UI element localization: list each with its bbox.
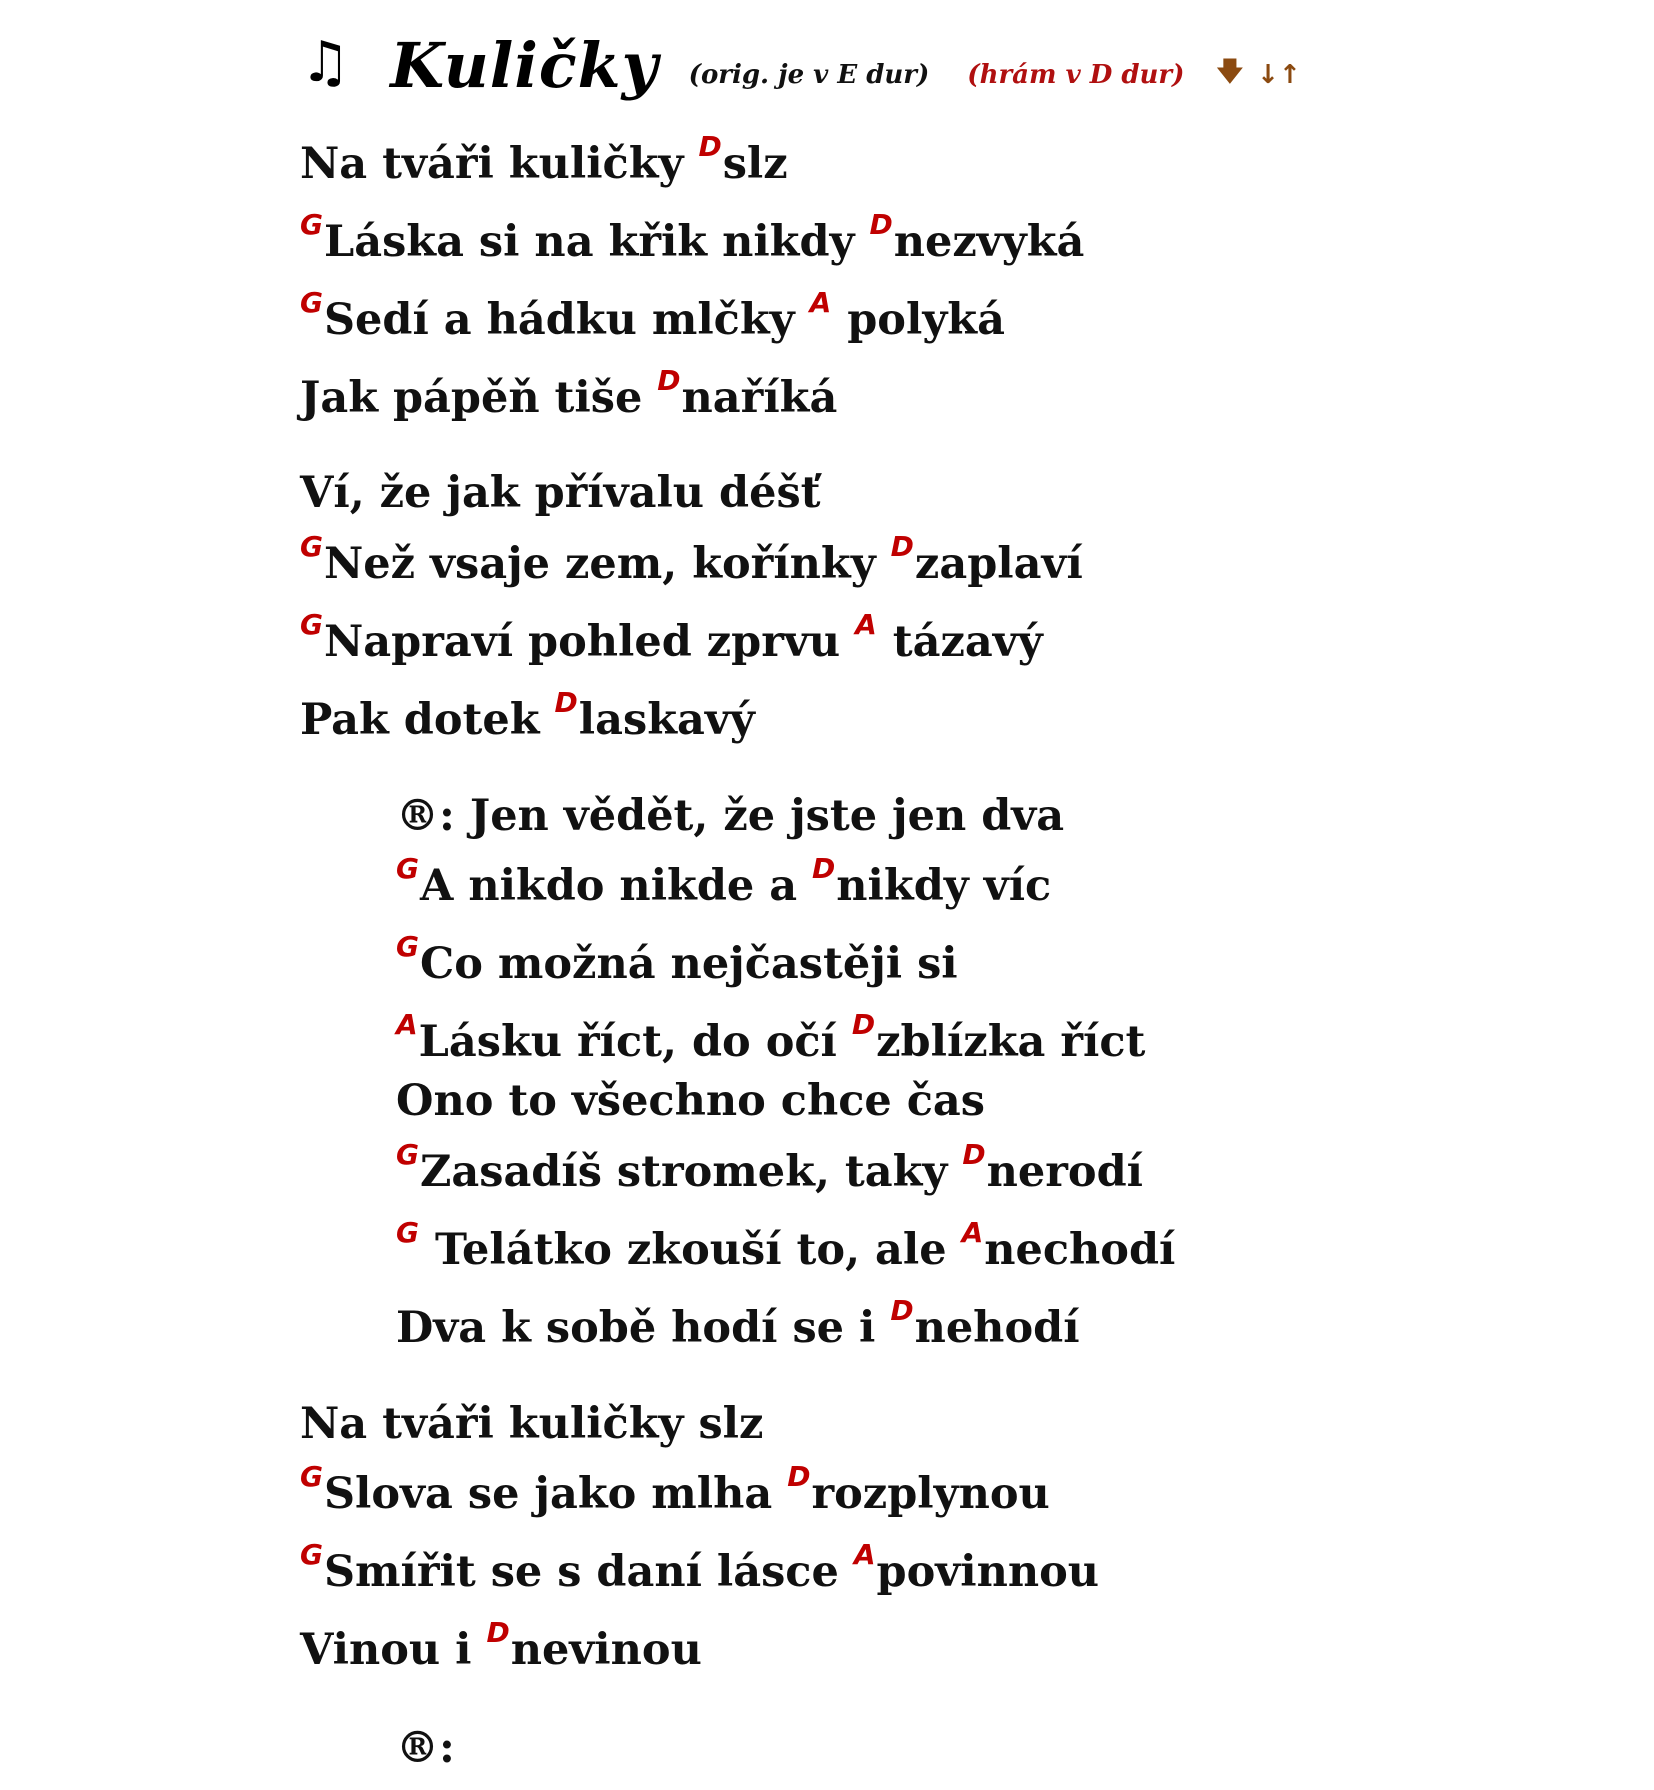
chord: D — [812, 852, 836, 885]
chorus-text: nechodí — [984, 1225, 1176, 1275]
chorus-line — [396, 1008, 1146, 1067]
chord: D — [554, 686, 578, 719]
chord: G — [300, 1460, 323, 1493]
chorus-text: nikdy víc — [836, 861, 1052, 911]
chorus-reference-text: ®: — [396, 1723, 455, 1773]
chord: A — [855, 608, 877, 641]
lyric-line — [300, 1538, 1100, 1597]
lyric-text: naříká — [681, 373, 838, 423]
original-key: (orig. je v E dur) — [688, 60, 930, 90]
chord: G — [396, 1216, 419, 1249]
chord: D — [698, 130, 722, 163]
lyric-text: Vinou i — [300, 1625, 487, 1675]
lyric-line — [300, 1616, 702, 1675]
chord: G — [396, 852, 419, 885]
chorus-text: Ono to všechno chce čas — [396, 1076, 986, 1126]
chord: D — [869, 208, 893, 241]
chord: G — [300, 608, 323, 641]
lyric-text: Ví, že jak přívalu déšť — [300, 468, 821, 518]
lyric-text: Slova se jako mlha — [323, 1469, 788, 1519]
lyric-line — [300, 530, 1083, 589]
chorus-text: ®: Jen vědět, že jste jen dva — [396, 791, 1065, 841]
chorus-line — [396, 1138, 1143, 1197]
chorus-text: Dva k sobě hodí se i — [396, 1303, 891, 1353]
lyric-text: povinnou — [876, 1547, 1100, 1597]
chorus-text: zblízka říct — [876, 1017, 1146, 1067]
chorus-line — [396, 791, 1065, 841]
lyric-text: nezvyká — [893, 217, 1085, 267]
chord: D — [962, 1138, 986, 1171]
chord: D — [787, 1460, 811, 1493]
chorus-text: nehodí — [914, 1303, 1080, 1353]
arrow-down-up-icon[interactable]: ↓↑ — [1257, 60, 1301, 90]
chorus-text: Lásku říct, do očí — [418, 1017, 852, 1067]
chord: D — [851, 1008, 876, 1041]
lyric-line — [300, 286, 1005, 345]
lyric-line — [300, 468, 821, 518]
lyric-text: polyká — [832, 295, 1005, 345]
chorus-text: Zasadíš stromek, taky — [419, 1147, 963, 1197]
lyric-text: laskavý — [578, 695, 755, 745]
lyric-text: tázavý — [877, 617, 1043, 667]
chord: A — [853, 1538, 876, 1571]
lyric-text: Smířit se s daní lásce — [323, 1547, 854, 1597]
lyric-line — [300, 1399, 764, 1449]
chorus-line — [396, 930, 958, 989]
lyric-text: slz — [722, 139, 788, 189]
lyric-text: Na tváři kuličky slz — [300, 1399, 764, 1449]
chord: A — [809, 286, 832, 319]
lyric-text: Sedí a hádku mlčky — [323, 295, 810, 345]
chord: G — [300, 1538, 323, 1571]
transpose-controls — [1216, 53, 1300, 97]
chorus-text: nerodí — [986, 1147, 1143, 1197]
chorus-text: Co možná nejčastěji si — [419, 939, 958, 989]
song-header — [300, 20, 1301, 110]
chorus-reference — [396, 1723, 455, 1773]
lyric-text: Jak pápěň tiše — [300, 373, 658, 423]
chord: G — [300, 286, 323, 319]
chord: A — [961, 1216, 984, 1249]
lyric-text: nevinou — [510, 1625, 702, 1675]
chord: D — [890, 530, 914, 563]
chorus-line — [396, 1076, 986, 1126]
lyric-line — [300, 130, 788, 189]
chord: D — [657, 364, 681, 397]
lyric-text: Pak dotek — [300, 695, 555, 745]
lyric-line — [300, 686, 755, 745]
lyric-text: rozplynou — [811, 1469, 1050, 1519]
playing-key: (hrám v D dur) — [967, 60, 1185, 90]
chord: G — [300, 530, 323, 563]
chord: A — [396, 1008, 418, 1041]
chord: D — [890, 1294, 914, 1327]
lyric-line — [300, 208, 1085, 267]
song-title: Kuličky — [390, 28, 659, 102]
chorus-text: A nikdo nikde a — [419, 861, 813, 911]
lyric-text: Napraví pohled zprvu — [323, 617, 856, 667]
chorus-text: Telátko zkouší to, ale — [419, 1225, 962, 1275]
chord: G — [396, 930, 419, 963]
lyric-text: Na tváři kuličky — [300, 139, 699, 189]
lyric-text: Než vsaje zem, kořínky — [323, 539, 891, 589]
lyric-text: zaplaví — [914, 539, 1083, 589]
chord: G — [300, 208, 323, 241]
lyric-line — [300, 608, 1043, 667]
chorus-line — [396, 852, 1052, 911]
lyric-text: Láska si na křik nikdy — [323, 217, 870, 267]
chord: D — [486, 1616, 510, 1649]
chorus-line — [396, 1216, 1176, 1275]
chord: G — [396, 1138, 419, 1171]
music-note-icon: ♫ — [300, 30, 351, 95]
arrow-down-icon[interactable]: 🡇 — [1216, 57, 1244, 87]
lyric-line — [300, 364, 838, 423]
chorus-line — [396, 1294, 1080, 1353]
lyric-line — [300, 1460, 1050, 1519]
